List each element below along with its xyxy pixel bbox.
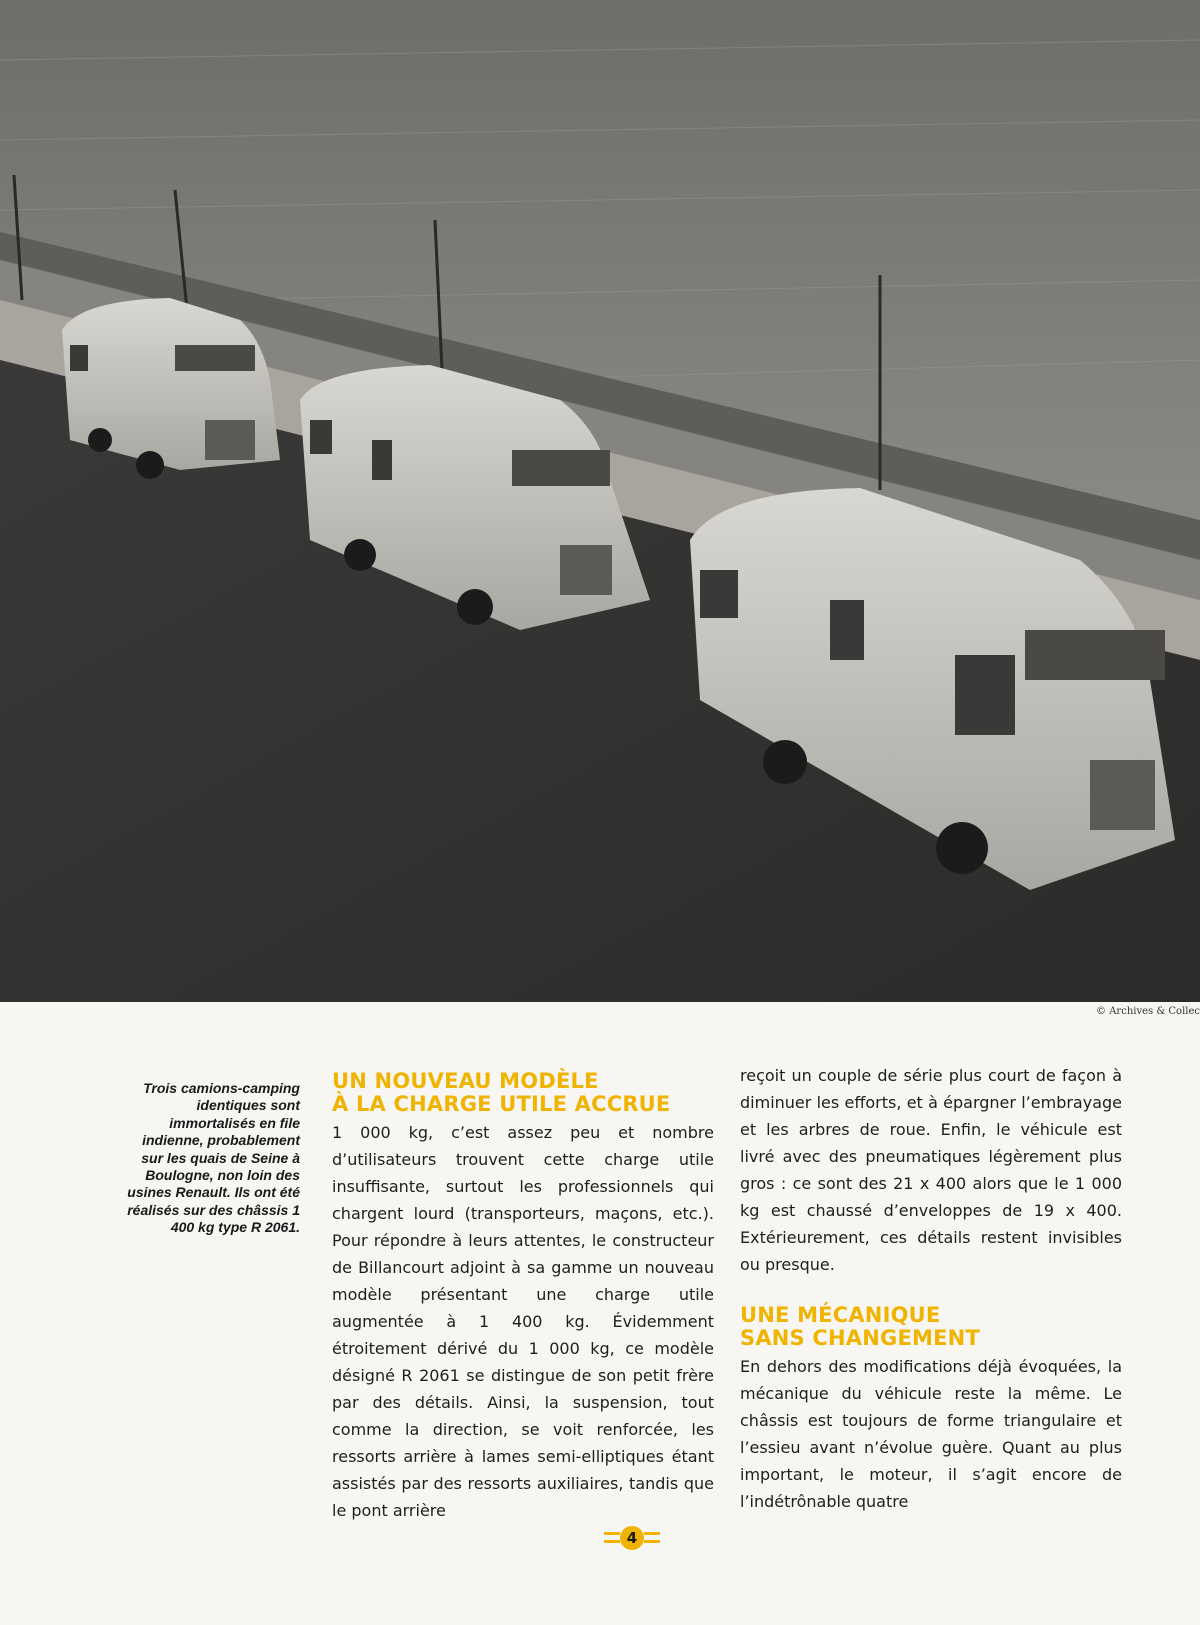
photo-credit: © Archives & Collec [1096,1006,1200,1017]
page-marker-bar-right [644,1540,660,1543]
heading-line: UNE MÉCANIQUE [740,1303,941,1327]
heading-line: SANS CHANGEMENT [740,1326,980,1350]
section-heading-mechanics [740,1304,1122,1350]
section-heading-new-model [332,1070,714,1116]
heading-line: À LA CHARGE UTILE ACCRUE [332,1092,671,1116]
page-number: 4 [620,1526,644,1550]
column-left [332,1070,714,1524]
heading-line: UN NOUVEAU MODÈLE [332,1069,599,1093]
body-paragraph: En dehors des modifications déjà évoquées, la mécanique du véhicule reste la même. Le châssis est toujours de forme triangulaire et l’essieu avant n’évolue guère. Quant au plus important, le moteur, il s’agit encore de l’indétrônable quatre [740,1357,1122,1511]
photo-caption: Trois camions-camping identiques sont immortalisés en file indienne, probablement sur les quais de Seine à Boulogne, non loin des usines Renault. Ils ont été réalisés sur des châssis 1 400 kg type R 2061. [127,1080,300,1236]
page-marker-bar-left [604,1540,620,1543]
body-paragraph: 1 000 kg, c’est assez peu et nombre d’utilisateurs trouvent cette charge utile insuffisante, surtout les professionnels qui chargent lourd (transporteurs, maçons, etc.). Pour répondre à leurs attentes, le constructeur de Billancourt adjoint à sa gamme un nouveau modèle présentant une charge utile augmentée à 1 400 kg. Évidemment étroitement dérivé du 1 000 kg, ce modèle désigné R 2061 se distingue de son petit frère par des détails. Ainsi, la suspension, tout comme la direction, se voit renforcée, les ressorts arrière à lames semi-elliptiques étant assistés par des ressorts auxiliaires, tandis que le pont arrière [332,1123,714,1520]
body-paragraph: reçoit un couple de série plus court de façon à diminuer les efforts, et à épargner l’embrayage et les arbres de roue. Enfin, le véhicule est livré avec des pneumatiques légèrement plus gros : ce sont des 21 x 400 alors que le 1 000 kg est chaussé d’enveloppes de 19 x 400. Extérieurement, ces détails restent invisibles ou presque. [740,1066,1122,1274]
page-marker-bar-right [644,1532,660,1535]
page-marker-bar-left [604,1532,620,1535]
column-right [740,1062,1122,1515]
